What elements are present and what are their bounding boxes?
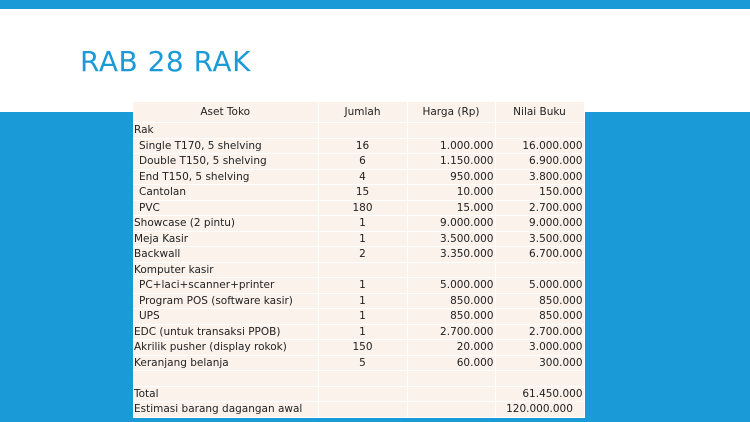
asset-table <box>133 102 585 418</box>
cell-label: End T150, 5 shelving <box>133 169 318 185</box>
header-nilai-buku: Nilai Buku <box>495 102 584 123</box>
cell-qty: 15 <box>318 185 407 201</box>
cell-value: 850.000 <box>495 309 584 325</box>
cell-qty: 1 <box>318 309 407 325</box>
cell-price: 950.000 <box>407 169 495 185</box>
table-row <box>133 278 584 294</box>
cell-value: 2.700.000 <box>495 324 584 340</box>
cell-label: EDC (untuk transaksi PPOB) <box>133 324 318 340</box>
table-row <box>133 262 584 278</box>
cell-price: 1.150.000 <box>407 154 495 170</box>
cell-qty: 6 <box>318 154 407 170</box>
top-accent-strip <box>0 0 750 9</box>
table-row <box>133 169 584 185</box>
cell-value: 150.000 <box>495 185 584 201</box>
cell-price: 850.000 <box>407 293 495 309</box>
cell-qty: 2 <box>318 247 407 263</box>
cell-qty <box>318 386 407 402</box>
table-row <box>133 231 584 247</box>
table-row-blank <box>133 371 584 387</box>
cell-qty <box>318 123 407 139</box>
cell-label: PC+laci+scanner+printer <box>133 278 318 294</box>
cell-value: 2.700.000 <box>495 200 584 216</box>
table-row-total <box>133 386 584 402</box>
table-row <box>133 154 584 170</box>
cell-price: 20.000 <box>407 340 495 356</box>
asset-table-container <box>133 102 584 418</box>
cell-value: 3.800.000 <box>495 169 584 185</box>
cell-value: 16.000.000 <box>495 138 584 154</box>
cell-value: 3.500.000 <box>495 231 584 247</box>
cell-price: 10.000 <box>407 185 495 201</box>
cell-label: Total <box>133 386 318 402</box>
cell-label: Backwall <box>133 247 318 263</box>
cell-price: 1.000.000 <box>407 138 495 154</box>
table-row <box>133 293 584 309</box>
table-row <box>133 185 584 201</box>
cell-qty: 150 <box>318 340 407 356</box>
cell-value: 61.450.000 <box>495 386 584 402</box>
cell-label: Double T150, 5 shelving <box>133 154 318 170</box>
cell-price: 3.350.000 <box>407 247 495 263</box>
cell-qty: 1 <box>318 324 407 340</box>
cell-label <box>133 371 318 387</box>
cell-label: Akrilik pusher (display rokok) <box>133 340 318 356</box>
cell-qty: 16 <box>318 138 407 154</box>
cell-value <box>495 262 584 278</box>
cell-label: Keranjang belanja <box>133 355 318 371</box>
table-row <box>133 247 584 263</box>
cell-label: Program POS (software kasir) <box>133 293 318 309</box>
table-row <box>133 216 584 232</box>
cell-price: 60.000 <box>407 355 495 371</box>
cell-qty: 4 <box>318 169 407 185</box>
cell-label: Estimasi barang dagangan awal <box>133 402 318 418</box>
header-jumlah: Jumlah <box>318 102 407 123</box>
cell-label: Komputer kasir <box>133 262 318 278</box>
table-row <box>133 324 584 340</box>
cell-qty: 1 <box>318 278 407 294</box>
cell-qty: 1 <box>318 216 407 232</box>
cell-label: Rak <box>133 123 318 139</box>
cell-price <box>407 371 495 387</box>
cell-value: 5.000.000 <box>495 278 584 294</box>
cell-price <box>407 123 495 139</box>
table-row <box>133 123 584 139</box>
cell-value: 120.000.000 <box>495 402 584 418</box>
cell-value <box>495 123 584 139</box>
cell-price: 5.000.000 <box>407 278 495 294</box>
cell-qty: 5 <box>318 355 407 371</box>
cell-price: 3.500.000 <box>407 231 495 247</box>
cell-qty: 180 <box>318 200 407 216</box>
header-harga: Harga (Rp) <box>407 102 495 123</box>
table-header-row <box>133 102 584 123</box>
cell-label: PVC <box>133 200 318 216</box>
cell-qty <box>318 371 407 387</box>
cell-qty <box>318 402 407 418</box>
cell-value: 6.700.000 <box>495 247 584 263</box>
cell-price: 2.700.000 <box>407 324 495 340</box>
cell-price <box>407 386 495 402</box>
cell-price: 15.000 <box>407 200 495 216</box>
cell-value: 9.000.000 <box>495 216 584 232</box>
cell-value: 850.000 <box>495 293 584 309</box>
table-row <box>133 138 584 154</box>
cell-qty: 1 <box>318 231 407 247</box>
cell-price <box>407 262 495 278</box>
cell-label: Showcase (2 pintu) <box>133 216 318 232</box>
header-aset-toko: Aset Toko <box>133 102 318 123</box>
cell-price <box>407 402 495 418</box>
cell-value <box>495 371 584 387</box>
cell-label: Single T170, 5 shelving <box>133 138 318 154</box>
cell-value: 300.000 <box>495 355 584 371</box>
table-row <box>133 340 584 356</box>
cell-value: 6.900.000 <box>495 154 584 170</box>
cell-value: 3.000.000 <box>495 340 584 356</box>
table-row <box>133 309 584 325</box>
table-row-estimate <box>133 402 584 418</box>
cell-label: Meja Kasir <box>133 231 318 247</box>
slide-title: RAB 28 RAK <box>80 45 251 78</box>
cell-price: 850.000 <box>407 309 495 325</box>
cell-label: UPS <box>133 309 318 325</box>
cell-qty <box>318 262 407 278</box>
cell-qty: 1 <box>318 293 407 309</box>
table-row <box>133 200 584 216</box>
cell-price: 9.000.000 <box>407 216 495 232</box>
table-row <box>133 355 584 371</box>
cell-label: Cantolan <box>133 185 318 201</box>
